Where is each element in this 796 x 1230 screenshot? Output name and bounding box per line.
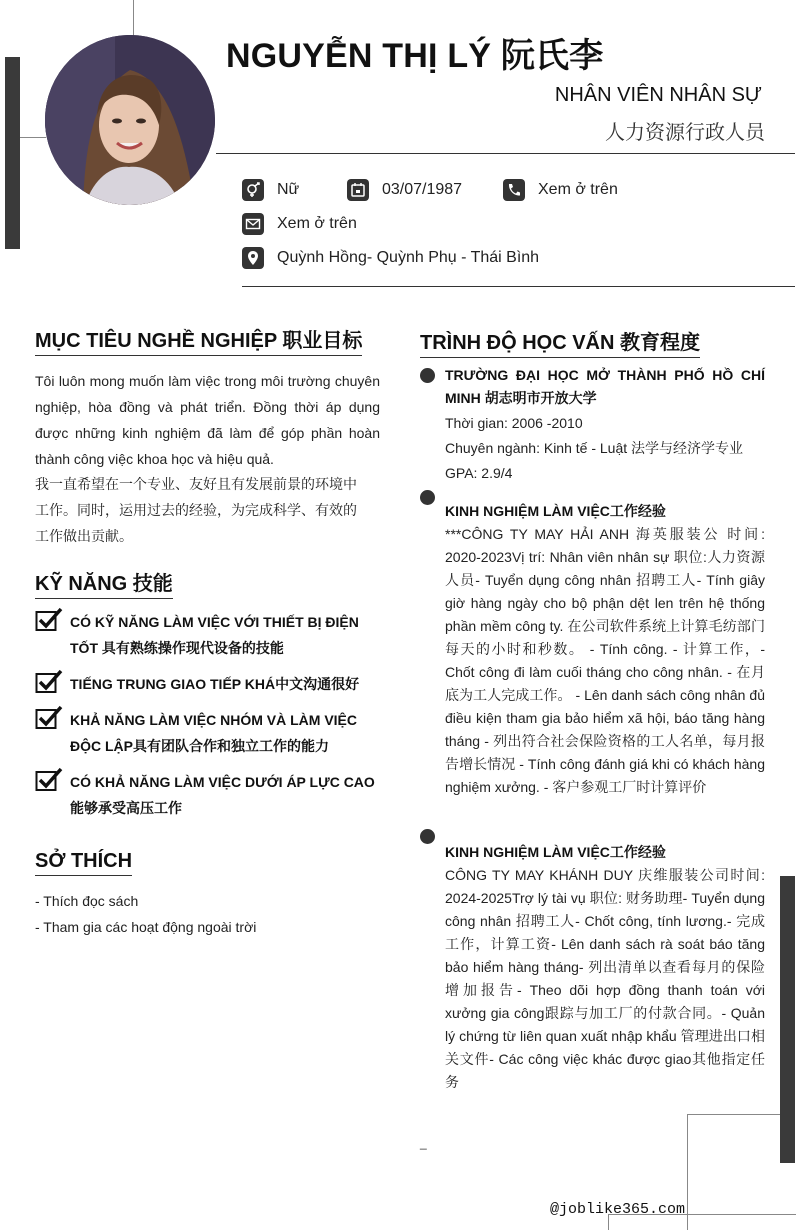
experience-body: ***CÔNG TY MAY HẢI ANH 海英服装公 时间: 2020-2023Vị trí: Nhân viên nhân sự 职位:人力资源人员- Tuyển dụng công nhân 招聘工人- Tính giây giờ hàng ngày cho bộ phận dệt len trên hệ thống phần mềm công ty. 在公司软件系统上计算毛纺部门每天的小时和秒数。 - Tính công. - 计算工作，- Chốt công đi làm cuối tháng cho công nhân. - 在月底为工人完成工作。 - Lên danh sách công nhân đủ điều kiện tham gia bảo hiểm xã hội, báo tăng hàng tháng - 列出符合社会保险资格的工人名单，每月报告增长情况 - Tính công đánh giá khi có khách hàng nghiệm xưởng. - 客户参观工厂时计算评价	[445, 526, 765, 795]
left-accent-bar	[5, 57, 20, 249]
education-section	[420, 326, 765, 358]
skills-section	[35, 567, 380, 821]
hobbies-title: SỞ THÍCH	[35, 850, 132, 876]
skill-text: CÓ KHẢ NĂNG LÀM VIỆC DƯỚI ÁP LỰC CAO能够承受高压工作	[70, 774, 375, 816]
checkbox-checked-icon	[35, 704, 63, 730]
corner-frame-left	[687, 1114, 688, 1230]
skill-item	[35, 671, 380, 697]
checkbox-checked-icon	[35, 668, 63, 694]
objective-section	[35, 324, 380, 550]
skill-text: CÓ KỸ NĂNG LÀM VIỆC VỚI THIẾT BỊ ĐIỆN TỐT 具有熟练操作现代设备的技能	[70, 614, 359, 656]
position-title-zh: 人力资源行政人员	[605, 120, 765, 144]
objective-title: MỤC TIÊU NGHỀ NGHIỆP 职业目标	[35, 324, 362, 356]
experience-entry	[445, 841, 765, 1094]
objective-text-zh-1: 我一直希望在一个专业、友好且有发展前景的环境中	[35, 477, 357, 493]
avatar-portrait-icon	[45, 35, 215, 205]
address-value: Quỳnh Hồng- Quỳnh Phụ - Thái Bình	[277, 249, 540, 266]
calendar-icon	[347, 179, 369, 201]
hobby-item: - Thích đọc sách	[35, 893, 139, 909]
phone-icon	[503, 179, 525, 201]
header-divider	[216, 153, 795, 154]
info-birthday	[347, 179, 462, 201]
education-gpa: GPA: 2.9/4	[445, 465, 513, 481]
skill-item	[35, 769, 380, 821]
horizontal-deco-line	[20, 137, 46, 138]
skills-title: KỸ NĂNG 技能	[35, 567, 173, 599]
objective-text-vi: Tôi luôn mong muốn làm việc trong môi trường chuyên nghiệp, hòa đồng và phát triển. Đồng thời áp dụng được những kinh nghiệm đã làm để góp phần hoàn thành công việc khoa học và hiệu quả.	[35, 373, 380, 467]
info-address	[242, 247, 539, 269]
skill-text: TIẾNG TRUNG GIAO TIẾP KHÁ中文沟通很好	[70, 676, 360, 692]
vertical-deco-line	[133, 0, 134, 38]
hobby-item: - Tham gia các hoạt động ngoài trời	[35, 919, 257, 935]
skill-text: KHẢ NĂNG LÀM VIỆC NHÓM VÀ LÀM VIỆC ĐỘC LẬP具有团队合作和独立工作的能力	[70, 712, 357, 754]
footer-watermark: @joblike365.com	[550, 1201, 686, 1218]
objective-text-zh-2: 工作。同时，运用过去的经验，为完成科学、有效的	[35, 503, 357, 519]
timeline-dot	[420, 490, 435, 505]
skill-item	[35, 609, 380, 661]
experience-body: CÔNG TY MAY KHÁNH DUY 庆维服装公司时间: 2024-2025Trợ lý tài vụ 职位: 财务助理- Tuyển dụng công nhân 招聘工人- Chốt công, tính lương.- 完成工作，计算工资- Lên danh sách rà soát báo tăng bảo hiểm hàng tháng- 列出清单以查看每月的保险增加报告- Theo dõi hợp đồng thanh toán với xưởng gia công跟踪与加工厂的付款合同。- Quản lý chứng từ liên quan xuất nhập khẩu 管理进出口相关文件- Các công việc khác được giao其他指定任务	[445, 867, 765, 1090]
misc-dash: _	[420, 1136, 427, 1150]
gender-icon	[242, 179, 264, 201]
hobbies-section	[35, 850, 380, 940]
timeline-dot	[420, 829, 435, 844]
education-title: TRÌNH ĐỘ HỌC VẤN 教育程度	[420, 326, 700, 358]
phone-value: Xem ở trên	[538, 181, 618, 198]
skill-item	[35, 707, 380, 759]
email-value: Xem ở trên	[277, 215, 357, 232]
corner-frame-top	[687, 1114, 780, 1115]
info-gender	[242, 179, 299, 201]
experience-title: KINH NGHIỆM LÀM VIỆC工作经验	[445, 844, 666, 860]
info-phone	[503, 179, 618, 201]
checkbox-checked-icon	[35, 606, 63, 632]
right-accent-bar	[780, 876, 795, 1163]
info-divider	[242, 286, 795, 287]
checkbox-checked-icon	[35, 766, 63, 792]
info-email	[242, 213, 357, 235]
avatar	[45, 35, 215, 205]
education-entry	[445, 364, 765, 486]
timeline-dot	[420, 368, 435, 383]
experience-title: KINH NGHIỆM LÀM VIỆC工作经验	[445, 503, 666, 519]
birthday-value: 03/07/1987	[382, 181, 463, 198]
email-icon	[242, 213, 264, 235]
gender-value: Nữ	[277, 181, 300, 198]
candidate-name: NGUYỄN THỊ LÝ 阮氏李	[226, 37, 604, 75]
objective-text-zh-3: 工作做出贡献。	[35, 529, 133, 545]
school-name: TRƯỜNG ĐẠI HỌC MỞ THÀNH PHỐ HỒ CHÍ MINH 胡志明市开放大学	[445, 367, 765, 406]
location-pin-icon	[242, 247, 264, 269]
education-major: Chuyên ngành: Kinh tế - Luật 法学与经济学专业	[445, 440, 744, 456]
position-title-vi: NHÂN VIÊN NHÂN SỰ	[554, 84, 762, 106]
education-time: Thời gian: 2006 -2010	[445, 415, 583, 431]
experience-entry	[445, 500, 765, 799]
